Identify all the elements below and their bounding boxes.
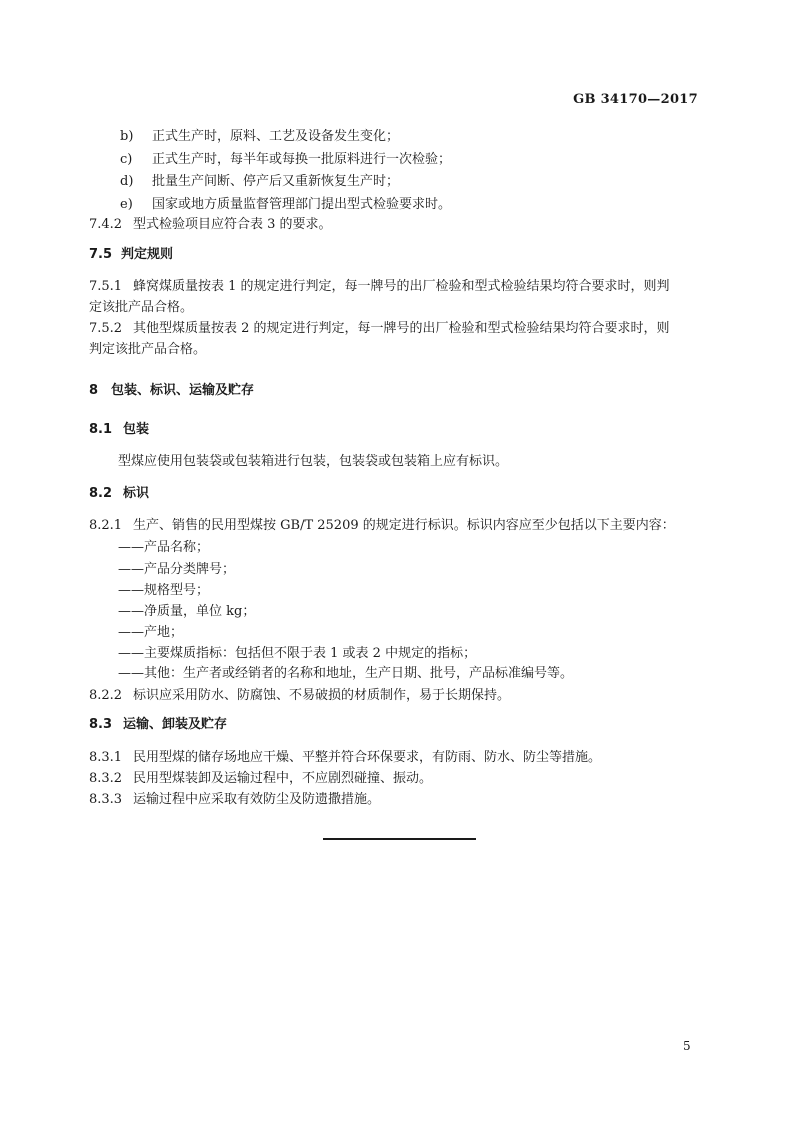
- end-of-text-rule: [323, 838, 476, 840]
- dash-item: ——产地；: [118, 625, 184, 640]
- section-number: 8.3: [89, 717, 113, 732]
- clause-number: 8.3.1: [89, 750, 123, 765]
- clause-7-4-2: [89, 216, 332, 234]
- list-marker: c): [120, 152, 133, 167]
- chapter-8-heading: [89, 382, 254, 400]
- clause-number: 7.4.2: [89, 217, 123, 232]
- list-marker: d): [120, 174, 134, 189]
- dash-item: ——规格型号；: [118, 583, 210, 598]
- clause-text: 其他型煤质量按表 2 的规定进行判定，每一牌号的出厂检验和型式检验结果均符合要求时，则: [133, 321, 670, 336]
- clause-8-2-2: [89, 687, 510, 705]
- clause-text: 标识应采用防水、防腐蚀、不易破损的材质制作，易于长期保持。: [133, 688, 511, 703]
- page-number: 5: [683, 1039, 691, 1053]
- section-number: 7.5: [89, 247, 113, 262]
- list-marker: b): [120, 129, 134, 144]
- list-item-e: [120, 196, 451, 214]
- list-marker: e): [120, 197, 133, 212]
- dash-item: ——产品名称；: [118, 540, 210, 555]
- clause-8-2-1: [89, 517, 675, 535]
- list-item-b: [120, 128, 399, 146]
- section-title: 判定规则: [121, 247, 174, 262]
- clause-number: 8.2.1: [89, 518, 123, 533]
- section-8-3-heading: [89, 716, 227, 734]
- list-item-d: [120, 173, 399, 191]
- clause-text: 生产、销售的民用型煤按 GB/T 25209 的规定进行标识。标识内容应至少包括以下主要内容：: [133, 518, 675, 533]
- clause-8-3-2: [89, 770, 432, 788]
- clause-text: 民用型煤装卸及运输过程中，不应剧烈碰撞、振动。: [133, 771, 433, 786]
- clause-7-5-1-line2: 定该批产品合格。: [89, 300, 194, 315]
- clause-number: 8.3.2: [89, 771, 123, 786]
- clause-number: 7.5.1: [89, 279, 123, 294]
- chapter-title: 包装、标识、运输及贮存: [111, 383, 255, 398]
- clause-text: 运输过程中应采取有效防尘及防遗撒措施。: [133, 792, 381, 807]
- list-text: 批量生产间断、停产后又重新恢复生产时；: [152, 174, 400, 189]
- section-number: 8.2: [89, 486, 113, 501]
- standard-number: GB 34170—2017: [573, 92, 698, 107]
- clause-7-5-2-line2: 判定该批产品合格。: [89, 342, 207, 357]
- chapter-number: 8: [89, 383, 99, 398]
- section-title: 标识: [123, 486, 150, 501]
- list-text: 正式生产时，每半年或每换一批原料进行一次检验；: [152, 152, 452, 167]
- clause-7-5-1-line1: [89, 278, 670, 296]
- section-8-1-text: 型煤应使用包装袋或包装箱进行包装，包装袋或包装箱上应有标识。: [118, 454, 509, 469]
- dash-item: ——主要煤质指标：包括但不限于表 1 或表 2 中规定的指标；: [118, 646, 477, 661]
- list-text: 国家或地方质量监督管理部门提出型式检验要求时。: [152, 197, 452, 212]
- section-number: 8.1: [89, 422, 113, 437]
- clause-8-3-3: [89, 791, 380, 809]
- dash-item: ——其他：生产者或经销者的名称和地址，生产日期、批号，产品标准编号等。: [118, 666, 574, 681]
- clause-text: 民用型煤的储存场地应干燥、平整并符合环保要求，有防雨、防水、防尘等措施。: [133, 750, 602, 765]
- clause-text: 型式检验项目应符合表 3 的要求。: [133, 217, 332, 232]
- dash-item: ——产品分类牌号；: [118, 562, 236, 577]
- clause-number: 8.2.2: [89, 688, 123, 703]
- dash-item: ——净质量，单位 kg；: [118, 604, 256, 619]
- section-title: 运输、卸装及贮存: [123, 717, 228, 732]
- list-text: 正式生产时，原料、工艺及设备发生变化；: [152, 129, 400, 144]
- clause-8-3-1: [89, 749, 601, 767]
- clause-7-5-2-line1: [89, 320, 670, 338]
- clause-number: 7.5.2: [89, 321, 123, 336]
- section-8-2-heading: [89, 485, 149, 503]
- section-8-1-heading: [89, 421, 149, 439]
- section-title: 包装: [123, 422, 150, 437]
- list-item-c: [120, 151, 451, 169]
- clause-number: 8.3.3: [89, 792, 123, 807]
- clause-text: 蜂窝煤质量按表 1 的规定进行判定，每一牌号的出厂检验和型式检验结果均符合要求时，则判: [133, 279, 670, 294]
- section-7-5-heading: [89, 246, 173, 264]
